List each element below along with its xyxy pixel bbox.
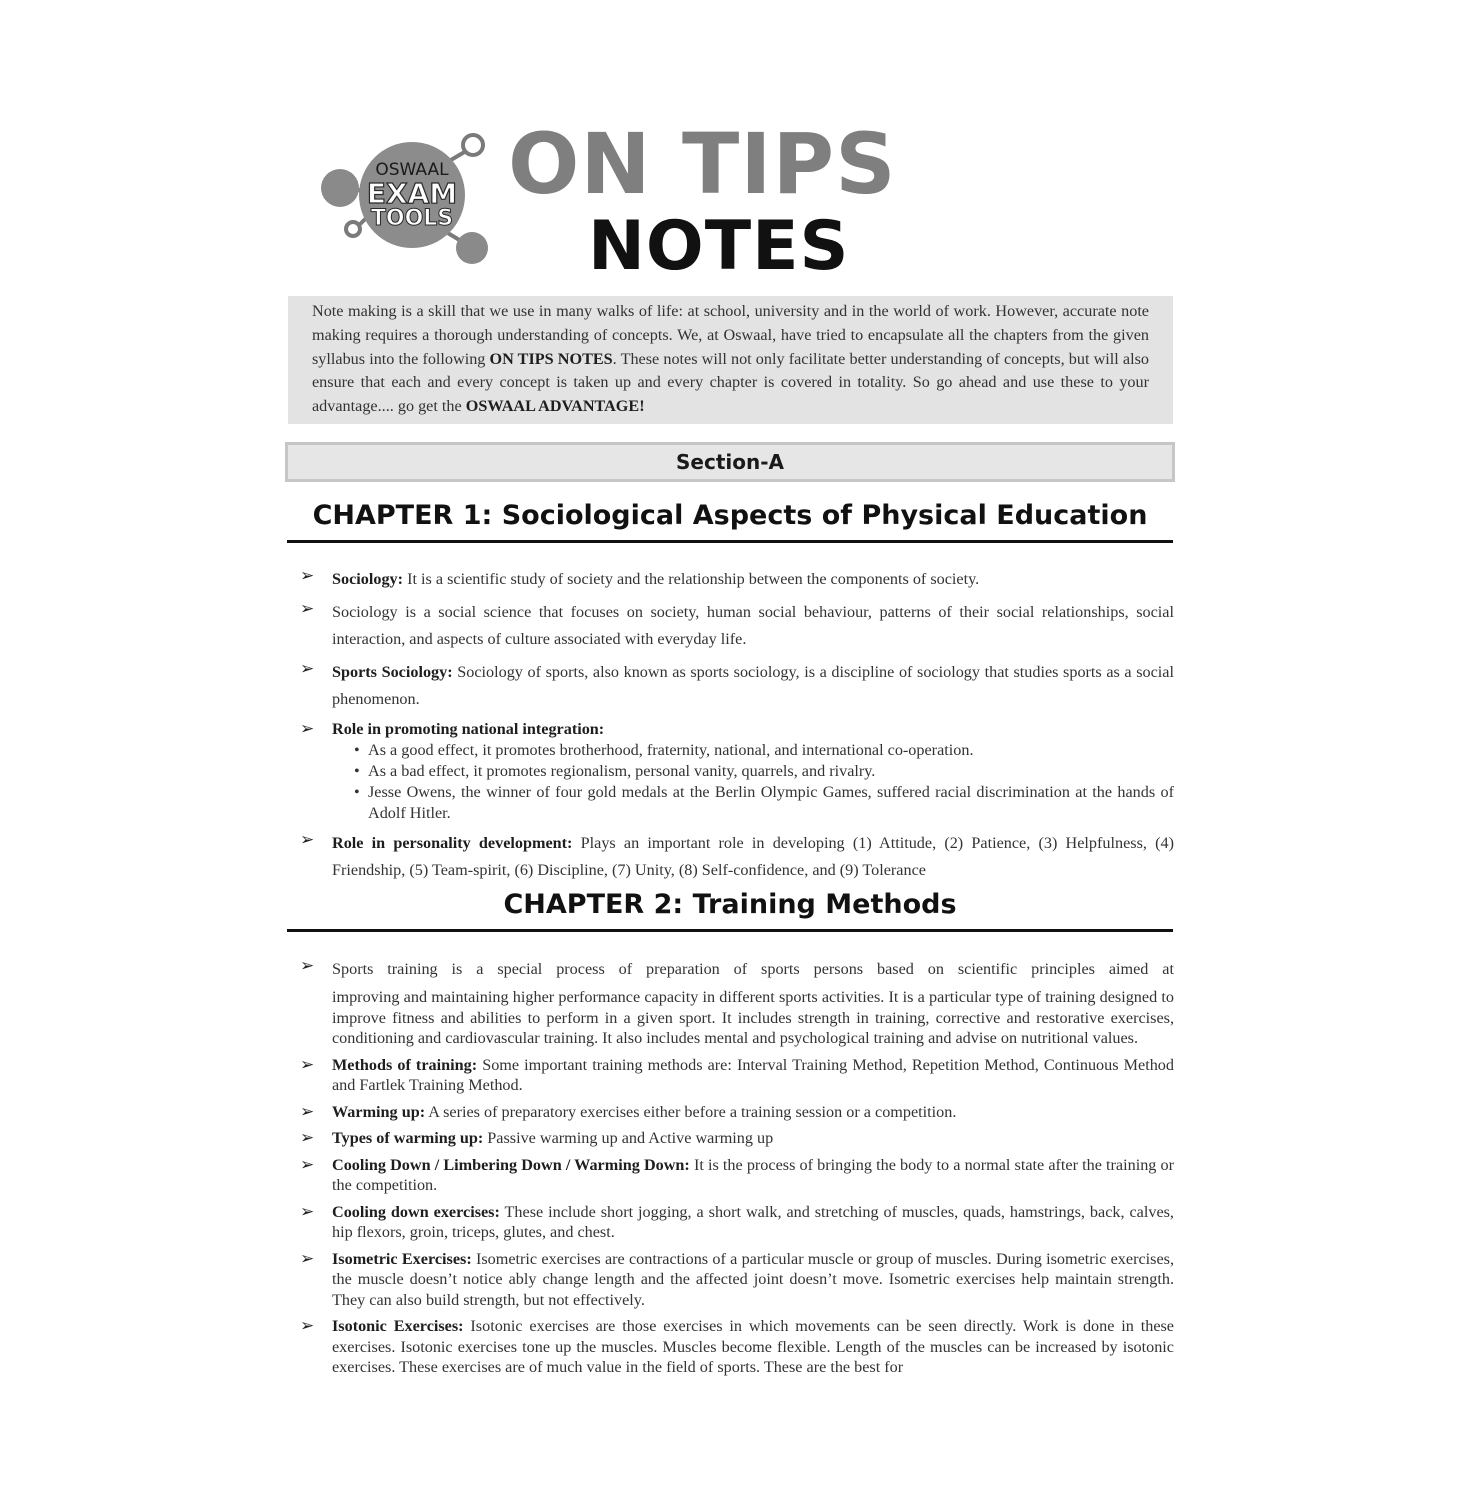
title-notes: NOTES xyxy=(588,207,850,286)
bullet-body: It is the process of bringing the body to a normal state after the training or the competition. xyxy=(332,1155,1175,1194)
chapter2-heading: CHAPTER 2: Training Methods xyxy=(287,889,1173,932)
list-item xyxy=(298,1202,1174,1243)
arrow-bullet-icon: ➢ xyxy=(300,659,315,679)
arrow-bullet-icon: ➢ xyxy=(300,829,315,850)
bullet-term: Sociology: xyxy=(332,570,404,588)
section-label: Section-A xyxy=(676,450,784,474)
bullet-body: These include short jogging, a short walk, and stretching of muscles, quads, hamstrings, back, calves, hip flexors, groin, triceps, glutes, and chest. xyxy=(332,1202,1174,1241)
sub-list-item: • As a bad effect, it promotes regionalism, personal vanity, quarrels, and rivalry. xyxy=(352,761,1174,782)
sub-list-item: • Jesse Owens, the winner of four gold medals at the Berlin Olympic Games, suffered racial discrimination at the hands of Adolf Hitler. xyxy=(352,782,1174,824)
chapter1-bullet-list xyxy=(298,566,1174,890)
arrow-bullet-icon: ➢ xyxy=(300,1101,315,1122)
bullet-text xyxy=(332,830,1174,884)
bullet-text xyxy=(332,956,1174,1049)
bullet-term: Warming up: xyxy=(332,1102,426,1121)
list-item xyxy=(298,830,1174,884)
chapter2-bullet-list xyxy=(298,956,1174,1384)
bullet-body: A series of preparatory exercises either before a training session or a competition. xyxy=(425,1102,957,1121)
bullet-body: Sociology is a social science that focuses on society, human social behaviour, patterns of their social relationships, social interaction, and aspects of culture associated with everyday life. xyxy=(332,603,1174,648)
section-bar xyxy=(285,442,1175,482)
list-item xyxy=(298,1155,1174,1196)
bullet-body: Passive warming up and Active warming up xyxy=(483,1129,774,1147)
arrow-bullet-icon: ➢ xyxy=(300,1054,315,1075)
logo-line2: EXAM xyxy=(366,177,458,210)
bullet-text xyxy=(332,1102,1174,1123)
bullet-text xyxy=(332,1128,1174,1149)
intro-box xyxy=(288,296,1173,424)
bullet-text xyxy=(332,1249,1174,1311)
bullet-term: Methods of training: xyxy=(332,1055,478,1074)
arrow-bullet-icon: ➢ xyxy=(300,599,315,619)
oswaal-exam-tools-logo xyxy=(318,125,493,270)
arrow-bullet-icon: ➢ xyxy=(300,1154,315,1175)
bullet-first-line: Sports training is a special process of preparation of sports persons based on scientific principles aimed at xyxy=(332,960,1174,978)
sub-list-item: • As a good effect, it promotes brotherhood, fraternity, national, and international co-operation. xyxy=(352,740,1174,761)
bullet-body: Plays an important role in developing (1) Attitude, (2) Patience, (3) Helpfulness, (4) Friendship, (5) Team-spirit, (6) Discipline, (7) Unity, (8) Self-confidence, and (9) Tolerance xyxy=(332,833,1175,879)
bullet-term: Cooling Down / Limbering Down / Warming Down: xyxy=(332,1155,690,1174)
bullet-term: Isometric Exercises: xyxy=(332,1249,472,1268)
bullet-body: improving and maintaining higher performance capacity in different sports activities. It is a particular type of training designed to improve fitness and abilities to perform in a given sport. It includes strength in training, corrective and restorative exercises, conditioning and cardiovascular training. It also includes mental and psychological training and advise on nutritional values. xyxy=(332,988,1174,1047)
bullet-body: Some important training methods are: Interval Training Method, Repetition Method, Continuous Method and Fartlek Training Method. xyxy=(332,1055,1174,1094)
arrow-bullet-icon: ➢ xyxy=(300,1316,315,1336)
list-item xyxy=(298,599,1174,653)
intro-part1: Note making is a skill that we use in many walks of life: at school, university and in the world of work. However, accurate note making requires a thorough understanding of concepts. We, at Oswaal, have tried to encapsulate all the chapters from the given syllabus into the following xyxy=(312,302,1149,368)
list-item xyxy=(298,1249,1174,1311)
bullet-text xyxy=(332,566,1174,593)
bullet-text xyxy=(332,599,1174,653)
bullet-text xyxy=(332,719,1174,740)
arrow-bullet-icon: ➢ xyxy=(300,719,315,739)
intro-bold-on-tips-notes: ON TIPS NOTES xyxy=(489,349,613,368)
intro-paragraph xyxy=(312,300,1149,419)
bullet-text xyxy=(332,1202,1174,1243)
bullet-body: Isotonic exercises are those exercises in which movements can be seen directly. Work is done in these exercises. Isotonic exercises tone up the muscles. Muscles become flexible. Length of the muscles can be increased by isotonic exercises. These exercises are of much value in the field of sports. These are the best for xyxy=(332,1317,1174,1376)
logo-line3: TOOLS xyxy=(370,206,454,231)
arrow-bullet-icon: ➢ xyxy=(300,1201,315,1222)
sub-bullet-list xyxy=(332,740,1174,824)
intro-bold-oswaal-advantage: OSWAAL ADVANTAGE! xyxy=(465,397,645,416)
bullet-body: Sociology of sports, also known as sports sociology, is a discipline of sociology that studies sports as a social phenomenon. xyxy=(332,663,1174,708)
bullet-term: Types of warming up: xyxy=(332,1129,484,1147)
bullet-body: Isometric exercises are contractions of a particular muscle or group of muscles. During isometric exercises, the muscle doesn’t notice ably change length and the affected joint doesn’t move. Isometric exercises help maintain strength. They can also build strength, but not effectively. xyxy=(332,1249,1174,1309)
list-item xyxy=(298,956,1174,1049)
arrow-bullet-icon: ➢ xyxy=(300,566,315,586)
list-item xyxy=(298,1316,1174,1378)
arrow-bullet-icon: ➢ xyxy=(300,1248,315,1269)
logo-line1: OSWAAL xyxy=(375,160,449,180)
list-item xyxy=(298,1055,1174,1096)
bullet-term: Role in personality development: xyxy=(332,833,573,852)
list-item xyxy=(298,719,1174,824)
arrow-bullet-icon: ➢ xyxy=(300,956,315,976)
list-item xyxy=(298,659,1174,713)
chapter1-heading: CHAPTER 1: Sociological Aspects of Physical Education xyxy=(287,500,1173,543)
list-item xyxy=(298,566,1174,593)
bullet-text xyxy=(332,1055,1174,1096)
intro-part2: . These notes will not only facilitate better understanding of concepts, but will also ensure that each and every concept is taken up and every chapter is covered in totality. So go ahead and use these to your advantage.... go get the xyxy=(312,349,1149,416)
bullet-text xyxy=(332,1155,1174,1196)
bullet-term: Cooling down exercises: xyxy=(332,1202,500,1221)
bullet-term: Sports Sociology: xyxy=(332,663,453,681)
list-item xyxy=(298,1102,1174,1123)
arrow-bullet-icon: ➢ xyxy=(300,1128,315,1148)
title-on-tips: ON TIPS xyxy=(508,115,897,213)
bullet-text xyxy=(332,659,1174,713)
bullet-body: It is a scientific study of society and the relationship between the components of society. xyxy=(403,570,980,588)
list-item xyxy=(298,1128,1174,1149)
bullet-term: Role in promoting national integration: xyxy=(332,720,605,738)
bullet-term: Isotonic Exercises: xyxy=(332,1317,464,1335)
bullet-text xyxy=(332,1316,1174,1378)
